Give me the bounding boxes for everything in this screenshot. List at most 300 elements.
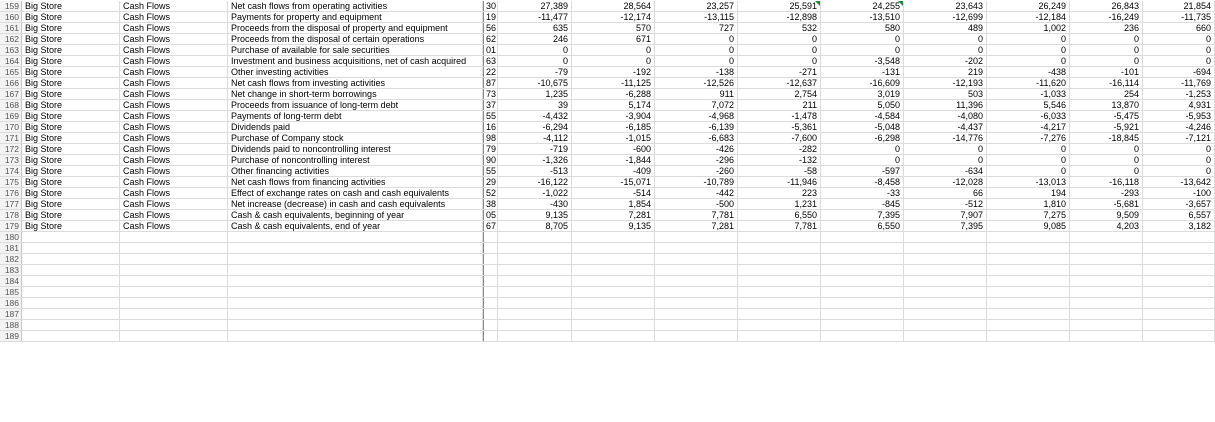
row-header[interactable]: 182 [0,254,22,264]
row-header[interactable]: 173 [0,155,22,165]
empty-cell[interactable] [120,320,228,330]
cell-value[interactable]: -12,699 [904,12,987,22]
cell-value[interactable]: -11,620 [987,78,1070,88]
empty-cell[interactable] [498,232,572,242]
empty-cell[interactable] [655,254,738,264]
cell-value[interactable]: -5,361 [738,122,821,132]
cell-value[interactable]: 219 [904,67,987,77]
cell-value[interactable]: -13,013 [987,177,1070,187]
cell-truncated[interactable]: 30 [483,1,498,11]
cell-value[interactable]: 26,843 [1070,1,1143,11]
empty-cell[interactable] [498,331,572,341]
cell-value[interactable]: 0 [1143,166,1215,176]
empty-cell[interactable] [821,320,904,330]
cell-value[interactable]: -6,033 [987,111,1070,121]
cell-statement[interactable]: Cash Flows [120,122,228,132]
empty-cell[interactable] [1070,243,1143,253]
row-header[interactable]: 184 [0,276,22,286]
empty-cell[interactable] [1070,309,1143,319]
cell-value[interactable]: 7,781 [655,210,738,220]
empty-cell[interactable] [987,298,1070,308]
cell-value[interactable]: -513 [498,166,572,176]
cell-value[interactable]: -5,921 [1070,122,1143,132]
row-header[interactable]: 188 [0,320,22,330]
row-header[interactable]: 187 [0,309,22,319]
cell-value[interactable]: 0 [904,144,987,154]
empty-cell[interactable] [483,265,498,275]
cell-value[interactable]: 0 [655,56,738,66]
cell-value[interactable]: -18,845 [1070,133,1143,143]
empty-cell[interactable] [22,254,120,264]
cell-value[interactable]: 0 [904,155,987,165]
cell-company[interactable]: Big Store [22,188,120,198]
cell-value[interactable]: 246 [498,34,572,44]
empty-cell[interactable] [120,232,228,242]
cell-truncated[interactable]: 79 [483,144,498,154]
cell-value[interactable]: -5,475 [1070,111,1143,121]
cell-truncated[interactable]: 38 [483,199,498,209]
row-header[interactable]: 170 [0,122,22,132]
empty-cell[interactable] [572,276,655,286]
cell-value[interactable]: 8,705 [498,221,572,231]
empty-cell[interactable] [987,276,1070,286]
empty-cell[interactable] [821,309,904,319]
cell-truncated[interactable]: 67 [483,221,498,231]
cell-statement[interactable]: Cash Flows [120,1,228,11]
row-header[interactable]: 176 [0,188,22,198]
cell-value[interactable]: 5,050 [821,100,904,110]
empty-cell[interactable] [655,320,738,330]
cell-value[interactable]: 24,255 [821,1,904,11]
cell-value[interactable]: -260 [655,166,738,176]
empty-cell[interactable] [22,331,120,341]
empty-cell[interactable] [120,243,228,253]
empty-cell[interactable] [120,265,228,275]
cell-value[interactable]: 4,203 [1070,221,1143,231]
cell-value[interactable]: -634 [904,166,987,176]
cell-value[interactable]: 0 [1143,34,1215,44]
cell-company[interactable]: Big Store [22,122,120,132]
empty-cell[interactable] [655,232,738,242]
empty-cell[interactable] [904,232,987,242]
cell-value[interactable]: -293 [1070,188,1143,198]
cell-value[interactable]: 4,931 [1143,100,1215,110]
cell-value[interactable]: -13,642 [1143,177,1215,187]
empty-cell[interactable] [738,254,821,264]
cell-value[interactable]: -12,174 [572,12,655,22]
empty-cell[interactable] [228,232,483,242]
cell-value[interactable]: -4,432 [498,111,572,121]
empty-cell[interactable] [483,298,498,308]
empty-cell[interactable] [228,265,483,275]
cell-value[interactable]: 3,019 [821,89,904,99]
empty-cell[interactable] [904,243,987,253]
empty-cell[interactable] [483,287,498,297]
empty-cell[interactable] [228,276,483,286]
empty-cell[interactable] [987,243,1070,253]
row-header[interactable]: 162 [0,34,22,44]
row-header[interactable]: 159 [0,1,22,11]
empty-cell[interactable] [1070,232,1143,242]
cell-value[interactable]: 194 [987,188,1070,198]
cell-line-item[interactable]: Purchase of available for sale securities [228,45,483,55]
cell-statement[interactable]: Cash Flows [120,133,228,143]
empty-cell[interactable] [904,287,987,297]
cell-value[interactable]: -430 [498,199,572,209]
cell-value[interactable]: 0 [1143,45,1215,55]
cell-line-item[interactable]: Cash & cash equivalents, beginning of year [228,210,483,220]
cell-value[interactable]: 7,275 [987,210,1070,220]
cell-value[interactable]: 2,754 [738,89,821,99]
row-header[interactable]: 165 [0,67,22,77]
cell-value[interactable]: -12,184 [987,12,1070,22]
cell-value[interactable]: 25,591 [738,1,821,11]
cell-value[interactable]: -5,953 [1143,111,1215,121]
cell-value[interactable]: 0 [738,45,821,55]
cell-value[interactable]: 660 [1143,23,1215,33]
cell-value[interactable]: 0 [1070,56,1143,66]
empty-cell[interactable] [1070,320,1143,330]
cell-value[interactable]: -514 [572,188,655,198]
empty-cell[interactable] [572,287,655,297]
empty-cell[interactable] [987,287,1070,297]
cell-value[interactable]: -10,675 [498,78,572,88]
cell-value[interactable]: -16,122 [498,177,572,187]
cell-value[interactable]: 0 [1070,166,1143,176]
empty-cell[interactable] [22,309,120,319]
cell-value[interactable]: -13,510 [821,12,904,22]
cell-value[interactable]: -3,657 [1143,199,1215,209]
empty-cell[interactable] [1143,276,1215,286]
cell-value[interactable]: 0 [904,34,987,44]
cell-company[interactable]: Big Store [22,210,120,220]
empty-cell[interactable] [821,254,904,264]
cell-value[interactable]: 7,907 [904,210,987,220]
cell-value[interactable]: 7,072 [655,100,738,110]
cell-value[interactable]: -600 [572,144,655,154]
empty-cell[interactable] [572,320,655,330]
empty-cell[interactable] [1070,265,1143,275]
cell-truncated[interactable]: 90 [483,155,498,165]
cell-value[interactable]: -1,478 [738,111,821,121]
cell-statement[interactable]: Cash Flows [120,188,228,198]
row-header[interactable]: 169 [0,111,22,121]
empty-cell[interactable] [228,298,483,308]
cell-value[interactable]: -4,112 [498,133,572,143]
cell-line-item[interactable]: Payments of long-term debt [228,111,483,121]
cell-value[interactable]: 5,174 [572,100,655,110]
cell-value[interactable]: 0 [821,155,904,165]
cell-value[interactable]: 9,135 [498,210,572,220]
cell-company[interactable]: Big Store [22,144,120,154]
row-header[interactable]: 167 [0,89,22,99]
cell-line-item[interactable]: Payments for property and equipment [228,12,483,22]
cell-value[interactable]: 211 [738,100,821,110]
row-header[interactable]: 166 [0,78,22,88]
cell-value[interactable]: -4,968 [655,111,738,121]
cell-value[interactable]: -282 [738,144,821,154]
empty-cell[interactable] [120,276,228,286]
cell-value[interactable]: -3,548 [821,56,904,66]
cell-value[interactable]: 0 [655,34,738,44]
empty-cell[interactable] [987,232,1070,242]
cell-line-item[interactable]: Proceeds from issuance of long-term debt [228,100,483,110]
cell-value[interactable]: 0 [987,155,1070,165]
empty-cell[interactable] [22,232,120,242]
cell-truncated[interactable]: 87 [483,78,498,88]
cell-company[interactable]: Big Store [22,155,120,165]
cell-statement[interactable]: Cash Flows [120,12,228,22]
cell-value[interactable]: 0 [987,144,1070,154]
cell-value[interactable]: -101 [1070,67,1143,77]
empty-cell[interactable] [904,265,987,275]
cell-value[interactable]: 223 [738,188,821,198]
cell-value[interactable]: 489 [904,23,987,33]
cell-value[interactable]: 0 [1070,144,1143,154]
empty-cell[interactable] [228,309,483,319]
empty-cell[interactable] [498,243,572,253]
empty-cell[interactable] [483,254,498,264]
cell-line-item[interactable]: Purchase of noncontrolling interest [228,155,483,165]
cell-company[interactable]: Big Store [22,221,120,231]
empty-cell[interactable] [655,298,738,308]
cell-value[interactable]: -7,600 [738,133,821,143]
cell-value[interactable]: -271 [738,67,821,77]
cell-value[interactable]: 9,509 [1070,210,1143,220]
empty-cell[interactable] [483,331,498,341]
empty-cell[interactable] [655,276,738,286]
row-header[interactable]: 185 [0,287,22,297]
empty-cell[interactable] [738,287,821,297]
cell-value[interactable]: -500 [655,199,738,209]
cell-value[interactable]: 28,564 [572,1,655,11]
cell-statement[interactable]: Cash Flows [120,89,228,99]
cell-value[interactable]: 0 [1143,155,1215,165]
cell-truncated[interactable]: 05 [483,210,498,220]
cell-value[interactable]: -1,015 [572,133,655,143]
cell-value[interactable]: -5,681 [1070,199,1143,209]
empty-cell[interactable] [1143,254,1215,264]
cell-line-item[interactable]: Other financing activities [228,166,483,176]
empty-cell[interactable] [1143,331,1215,341]
empty-cell[interactable] [1143,298,1215,308]
cell-statement[interactable]: Cash Flows [120,67,228,77]
empty-cell[interactable] [821,298,904,308]
cell-value[interactable]: -4,246 [1143,122,1215,132]
cell-value[interactable]: 0 [821,34,904,44]
cell-value[interactable]: -33 [821,188,904,198]
cell-statement[interactable]: Cash Flows [120,23,228,33]
empty-cell[interactable] [572,331,655,341]
empty-cell[interactable] [655,287,738,297]
cell-statement[interactable]: Cash Flows [120,221,228,231]
cell-value[interactable]: -11,125 [572,78,655,88]
empty-cell[interactable] [228,243,483,253]
cell-value[interactable]: -1,326 [498,155,572,165]
cell-statement[interactable]: Cash Flows [120,111,228,121]
cell-value[interactable]: -12,526 [655,78,738,88]
cell-value[interactable]: 0 [572,56,655,66]
empty-cell[interactable] [1070,254,1143,264]
cell-statement[interactable]: Cash Flows [120,144,228,154]
cell-value[interactable]: -79 [498,67,572,77]
cell-company[interactable]: Big Store [22,45,120,55]
cell-value[interactable]: 39 [498,100,572,110]
empty-cell[interactable] [904,298,987,308]
cell-value[interactable]: 7,281 [655,221,738,231]
empty-cell[interactable] [987,309,1070,319]
cell-value[interactable]: 13,870 [1070,100,1143,110]
empty-cell[interactable] [987,320,1070,330]
cell-value[interactable]: -10,789 [655,177,738,187]
cell-value[interactable]: 0 [1070,155,1143,165]
cell-truncated[interactable]: 63 [483,56,498,66]
empty-cell[interactable] [821,331,904,341]
cell-value[interactable]: -1,253 [1143,89,1215,99]
cell-company[interactable]: Big Store [22,177,120,187]
cell-value[interactable]: 0 [1143,56,1215,66]
cell-statement[interactable]: Cash Flows [120,34,228,44]
cell-value[interactable]: -8,458 [821,177,904,187]
cell-value[interactable]: 532 [738,23,821,33]
cell-value[interactable]: -1,033 [987,89,1070,99]
cell-value[interactable]: -438 [987,67,1070,77]
cell-value[interactable]: -11,946 [738,177,821,187]
cell-value[interactable]: -58 [738,166,821,176]
cell-value[interactable]: -4,437 [904,122,987,132]
empty-cell[interactable] [738,276,821,286]
empty-cell[interactable] [498,265,572,275]
empty-cell[interactable] [738,232,821,242]
cell-line-item[interactable]: Cash & cash equivalents, end of year [228,221,483,231]
cell-company[interactable]: Big Store [22,34,120,44]
row-header[interactable]: 175 [0,177,22,187]
empty-cell[interactable] [1143,320,1215,330]
cell-truncated[interactable]: 37 [483,100,498,110]
cell-value[interactable]: 6,550 [821,221,904,231]
cell-value[interactable]: -12,028 [904,177,987,187]
empty-cell[interactable] [498,276,572,286]
cell-truncated[interactable]: 55 [483,166,498,176]
cell-value[interactable]: -6,139 [655,122,738,132]
cell-value[interactable]: -7,121 [1143,133,1215,143]
empty-cell[interactable] [22,243,120,253]
cell-company[interactable]: Big Store [22,111,120,121]
empty-cell[interactable] [987,265,1070,275]
cell-statement[interactable]: Cash Flows [120,166,228,176]
cell-value[interactable]: -7,276 [987,133,1070,143]
cell-value[interactable]: 0 [1070,34,1143,44]
empty-cell[interactable] [22,320,120,330]
cell-truncated[interactable]: 98 [483,133,498,143]
empty-cell[interactable] [655,309,738,319]
empty-cell[interactable] [22,287,120,297]
empty-cell[interactable] [655,331,738,341]
empty-cell[interactable] [904,309,987,319]
empty-cell[interactable] [1070,298,1143,308]
cell-value[interactable]: 11,396 [904,100,987,110]
empty-cell[interactable] [1070,331,1143,341]
empty-cell[interactable] [483,309,498,319]
empty-cell[interactable] [498,287,572,297]
cell-value[interactable]: -202 [904,56,987,66]
cell-value[interactable]: 911 [655,89,738,99]
cell-truncated[interactable]: 29 [483,177,498,187]
cell-value[interactable]: 26,249 [987,1,1070,11]
row-header[interactable]: 177 [0,199,22,209]
cell-line-item[interactable]: Net cash flows from operating activities [228,1,483,11]
empty-cell[interactable] [904,331,987,341]
cell-value[interactable]: 0 [987,34,1070,44]
cell-statement[interactable]: Cash Flows [120,155,228,165]
row-header[interactable]: 183 [0,265,22,275]
cell-value[interactable]: 1,810 [987,199,1070,209]
empty-cell[interactable] [572,309,655,319]
cell-value[interactable]: -694 [1143,67,1215,77]
cell-statement[interactable]: Cash Flows [120,56,228,66]
empty-cell[interactable] [483,276,498,286]
empty-cell[interactable] [483,243,498,253]
empty-cell[interactable] [987,331,1070,341]
cell-line-item[interactable]: Other investing activities [228,67,483,77]
cell-value[interactable]: -1,022 [498,188,572,198]
empty-cell[interactable] [120,309,228,319]
cell-company[interactable]: Big Store [22,89,120,99]
cell-value[interactable]: 0 [498,45,572,55]
empty-cell[interactable] [1070,276,1143,286]
cell-value[interactable]: -512 [904,199,987,209]
row-header[interactable]: 163 [0,45,22,55]
cell-line-item[interactable]: Dividends paid to noncontrolling interest [228,144,483,154]
cell-company[interactable]: Big Store [22,133,120,143]
cell-value[interactable]: 0 [987,45,1070,55]
cell-value[interactable]: 21,854 [1143,1,1215,11]
cell-statement[interactable]: Cash Flows [120,100,228,110]
cell-value[interactable]: 7,395 [904,221,987,231]
row-header[interactable]: 186 [0,298,22,308]
cell-line-item[interactable]: Proceeds from the disposal of certain operations [228,34,483,44]
cell-value[interactable]: -16,114 [1070,78,1143,88]
cell-value[interactable]: -12,898 [738,12,821,22]
row-header[interactable]: 172 [0,144,22,154]
cell-value[interactable]: -16,249 [1070,12,1143,22]
cell-truncated[interactable]: 73 [483,89,498,99]
empty-cell[interactable] [1143,287,1215,297]
empty-cell[interactable] [1143,232,1215,242]
row-header[interactable]: 189 [0,331,22,341]
cell-value[interactable]: -845 [821,199,904,209]
empty-cell[interactable] [498,320,572,330]
cell-value[interactable]: 0 [987,166,1070,176]
cell-company[interactable]: Big Store [22,100,120,110]
empty-cell[interactable] [22,265,120,275]
empty-cell[interactable] [904,276,987,286]
cell-line-item[interactable]: Dividends paid [228,122,483,132]
cell-value[interactable]: -6,288 [572,89,655,99]
cell-value[interactable]: 27,389 [498,1,572,11]
cell-truncated[interactable]: 52 [483,188,498,198]
cell-value[interactable]: -3,904 [572,111,655,121]
cell-line-item[interactable]: Net change in short-term borrowings [228,89,483,99]
row-header[interactable]: 174 [0,166,22,176]
empty-cell[interactable] [22,298,120,308]
row-header[interactable]: 180 [0,232,22,242]
cell-value[interactable]: 0 [655,45,738,55]
cell-value[interactable]: -6,185 [572,122,655,132]
cell-value[interactable]: -16,609 [821,78,904,88]
empty-cell[interactable] [738,309,821,319]
cell-value[interactable]: 236 [1070,23,1143,33]
